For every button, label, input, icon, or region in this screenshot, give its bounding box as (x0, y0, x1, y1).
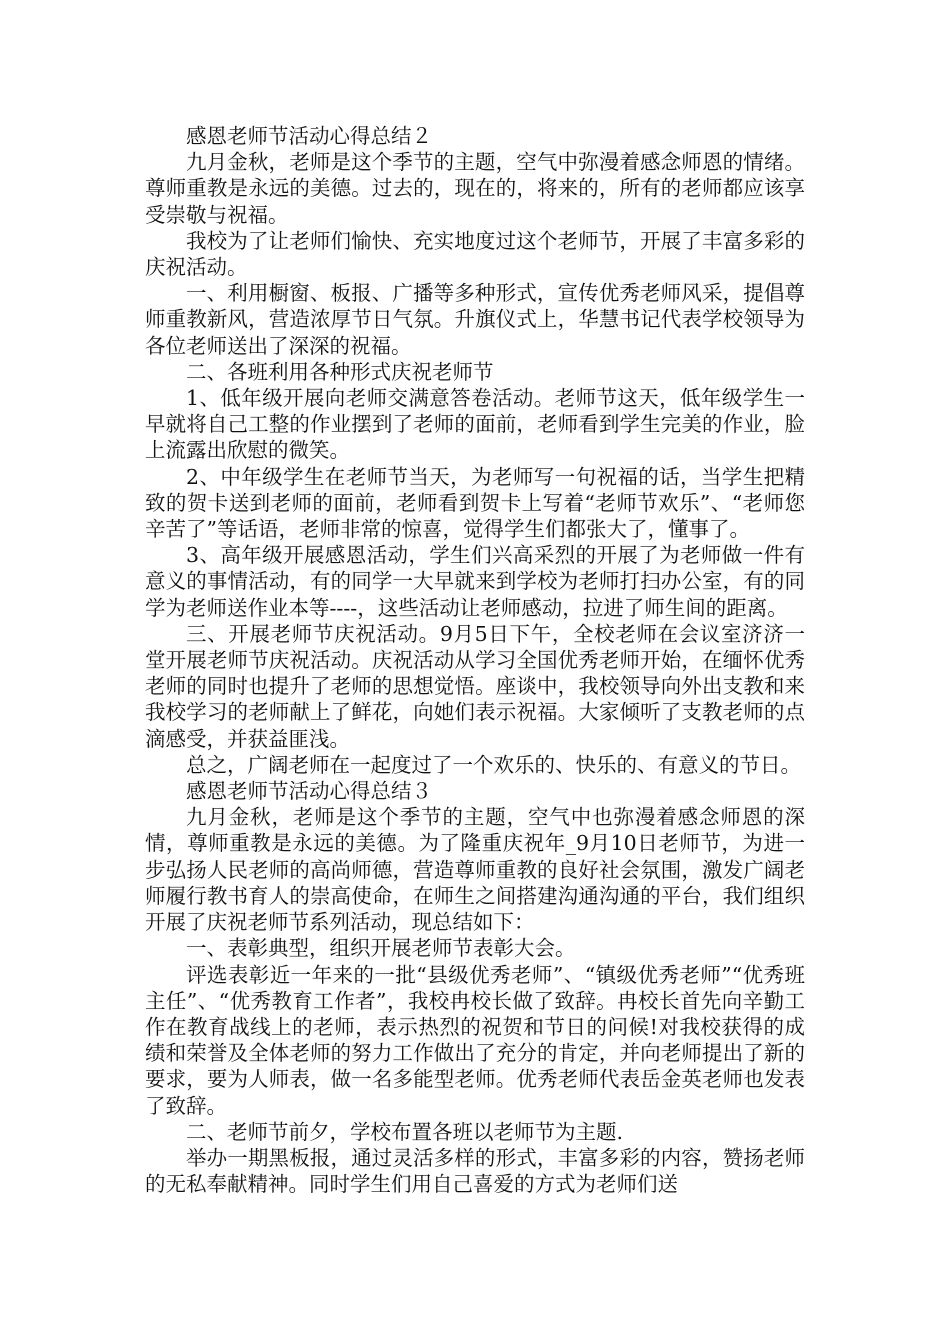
paragraph: 九月金秋，老师是这个季节的主题，空气中弥漫着感念师恩的情绪。尊师重教是永远的美德。过去的，现在的，将来的，所有的老师都应该享受崇敬与祝福。 (145, 150, 805, 227)
document-body (145, 123, 805, 1197)
paragraph: 1、低年级开展向老师交满意答卷活动。老师节这天，低年级学生一早就将自己工整的作业摆到了老师的面前，老师看到学生完美的作业，脸上流露出欣慰的微笑。 (145, 386, 805, 463)
paragraph: 评选表彰近一年来的一批“县级优秀老师”、“镇级优秀老师”“优秀班主任”、“优秀教育工作者”，我校冉校长做了致辞。冉校长首先向辛勤工作在教育战线上的老师，表示热烈的祝贺和节日的问候!对我校获得的成绩和荣誉及全体老师的努力工作做出了充分的肯定，并向老师提出了新的要求，要为人师表，做一名多能型老师。优秀老师代表岳金英老师也发表了致辞。 (145, 962, 805, 1118)
paragraph: 总之，广阔老师在一起度过了一个欢乐的、快乐的、有意义的节日。 (186, 752, 801, 777)
paragraph: 三、开展老师节庆祝活动。9月5日下午，全校老师在会议室济济一堂开展老师节庆祝活动。庆祝活动从学习全国优秀老师开始，在缅怀优秀老师的同时也提升了老师的思想觉悟。座谈中，我校领导向外出支教和来我校学习的老师献上了鲜花，向她们表示祝福。大家倾听了支教老师的点滴感受，并获益匪浅。 (145, 621, 805, 751)
section-heading: 感恩老师节活动心得总结３ (186, 779, 432, 804)
section-heading: 感恩老师节活动心得总结２ (186, 124, 432, 148)
paragraph: 一、利用橱窗、板报、广播等多种形式，宣传优秀老师风采，提倡尊师重教新风，营造浓厚节日气氛。升旗仪式上，华慧书记代表学校领导为各位老师送出了深深的祝福。 (145, 281, 805, 358)
paragraph: 一、表彰典型，组织开展老师节表彰大会。 (186, 936, 576, 961)
paragraph: 九月金秋，老师是这个季节的主题，空气中也弥漫着感念师恩的深情，尊师重教是永远的美德。为了隆重庆祝年_9月10日老师节，为进一步弘扬人民老师的高尚师德，营造尊师重教的良好社会氛围，激发广阔老师履行教书育人的崇高使命，在师生之间搭建沟通沟通的平台，我们组织开展了庆祝老师节系列活动，现总结如下： (145, 805, 805, 935)
paragraph: 2、中年级学生在老师节当天，为老师写一句祝福的话，当学生把精致的贺卡送到老师的面前，老师看到贺卡上写着“老师节欢乐”、“老师您辛苦了”等话语，老师非常的惊喜，觉得学生们都张大了，懂事了。 (145, 464, 805, 542)
paragraph: 3、高年级开展感恩活动，学生们兴高采烈的开展了为老师做一件有意义的事情活动，有的同学一大早就来到学校为老师打扫办公室，有的同学为老师送作业本等----，这些活动让老师感动，拉进了师生间的距离。 (145, 543, 805, 620)
paragraph: 我校为了让老师们愉快、充实地度过这个老师节，开展了丰富多彩的庆祝活动。 (145, 228, 805, 280)
paragraph: 二、各班利用各种形式庆祝老师节 (186, 359, 494, 384)
paragraph: 举办一期黑板报，通过灵活多样的形式，丰富多彩的内容，赞扬老师的无私奉献精神。同时学生们用自己喜爱的方式为老师们送 (145, 1145, 805, 1197)
paragraph: 二、老师节前夕，学校布置各班以老师节为主题. (186, 1119, 624, 1144)
